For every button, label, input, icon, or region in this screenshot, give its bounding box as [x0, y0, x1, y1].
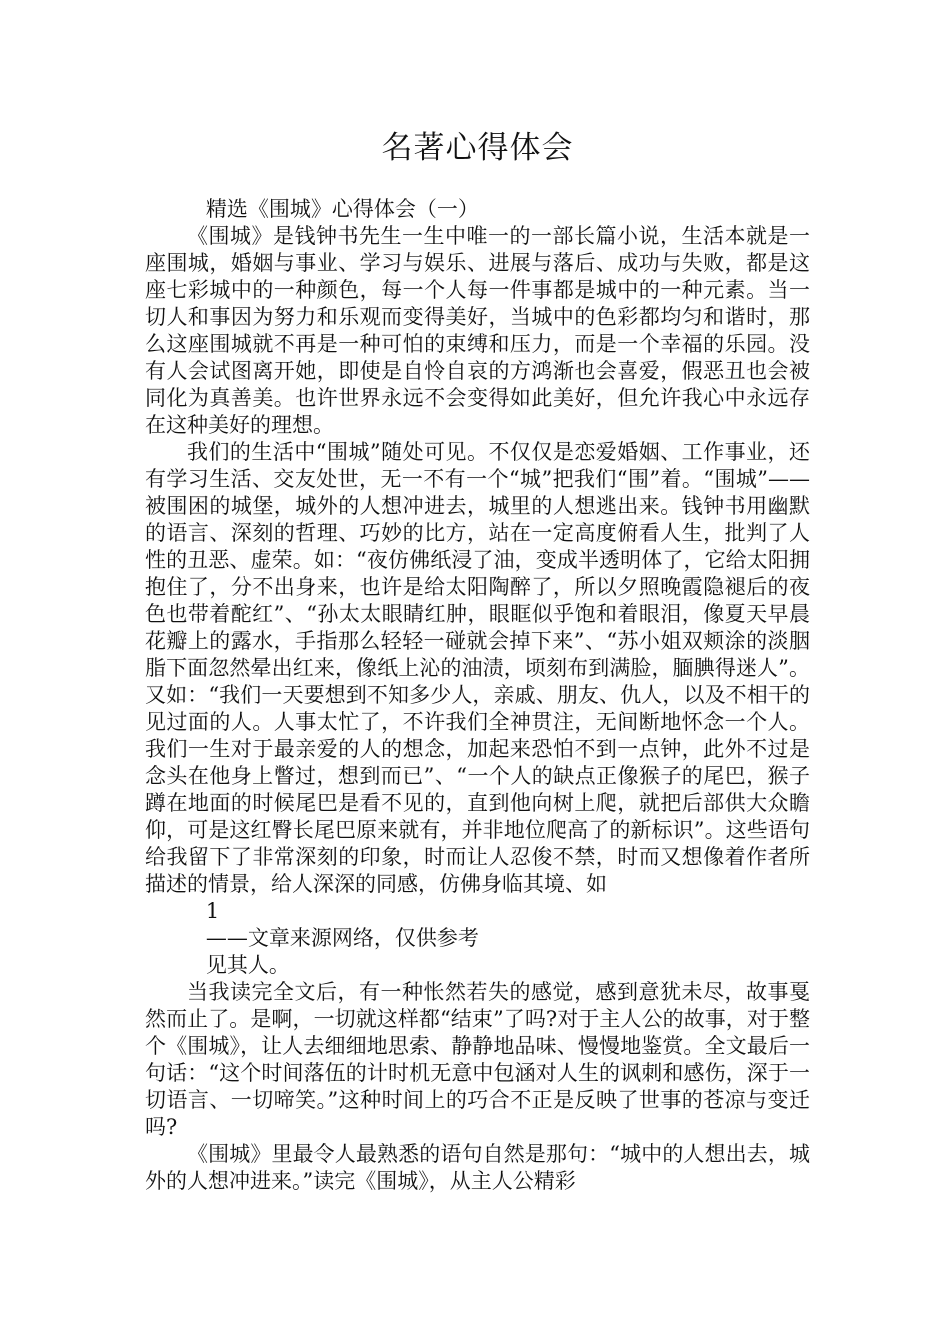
paragraph-1: 《围城》是钱钟书先生一生中唯一的一部长篇小说，生活本就是一座围城，婚姻与事业、学习与娱乐、进展与落后、成功与失败，都是这座七彩城中的一种颜色，每一个人每一件事都是城中的一种元素。当一切人和事因为努力和乐观而变得美好，当城中的色彩都均匀和谐时，那么这座围城就不再是一种可怕的束缚和压力，而是一个幸福的乐园。没有人会试图离开她，即使是自怜自哀的方鸿渐也会喜爱，假恶丑也会被同化为真善美。也许世界永远不会变得如此美好，但允许我心中永远存在这种美好的理想。	[145, 224, 810, 437]
page-title: 名著心得体会	[381, 130, 574, 166]
paragraph-3: 当我读完全文后，有一种怅然若失的感觉，感到意犹未尽，故事戛然而止了。是啊，一切就这样都“结束”了吗?对于主人公的故事，对于整个《围城》，让人去细细地思索、静静地品味、慢慢地鉴赏。全文最后一句话：“这个时间落伍的计时机无意中包涵对人生的讽刺和感伤，深于一切语言、一切啼笑。”这种时间上的巧合不正是反映了世事的苍凉与变迁吗?	[145, 980, 810, 1139]
source-note: ——文章来源网络，仅供参考	[205, 926, 479, 950]
paragraph-2: 我们的生活中“围城”随处可见。不仅仅是恋爱婚姻、工作事业，还有学习生活、交友处世，无一不有一个“城”把我们“围”着。“围城”——被围困的城堡，城外的人想冲进去，城里的人想逃出来。钱钟书用幽默的语言、深刻的哲理、巧妙的比方，站在一定高度俯看人生，批判了人性的丑恶、虚荣。如：“夜仿佛纸浸了油，变成半透明体了，它给太阳拥抱住了，分不出身来，也许是给太阳陶醉了，所以夕照晚霞隐褪后的夜色也带着酡红”、“孙太太眼睛红肿，眼眶似乎饱和着眼泪，像夏天早晨花瓣上的露水，手指那么轻轻一碰就会掉下来”、“苏小姐双颊涂的淡胭脂下面忽然晕出红来，像纸上沁的油渍，顷刻布到满脸，腼腆得迷人”。又如：“我们一天要想到不知多少人，亲戚、朋友、仇人，以及不相干的见过面的人。人事太忙了，不许我们全神贯注，无间断地怀念一个人。我们一生对于最亲爱的人的想念，加起来恐怕不到一点钟，此外不过是念头在他身上瞥过，想到而已”、“一个人的缺点正像猴子的尾巴，猴子蹲在地面的时候尾巴是看不见的，直到他向树上爬，就把后部供大众瞻仰，可是这红臀长尾巴原来就有，并非地位爬高了的新标识”。这些语句给我留下了非常深刻的印象，时而让人忍俊不禁，时而又想像着作者所描述的情景，给人深深的同感，仿佛身临其境、如	[145, 440, 810, 896]
body-text	[145, 196, 810, 1195]
section-subheading: 精选《围城》心得体会（一）	[205, 197, 479, 221]
page-number: 1	[205, 899, 220, 923]
paragraph-4: 《围城》里最令人最熟悉的语句自然是那句：“城中的人想出去，城外的人想冲进来。”读完《围城》，从主人公精彩	[145, 1142, 810, 1193]
paragraph-continuation: 见其人。	[205, 953, 290, 977]
